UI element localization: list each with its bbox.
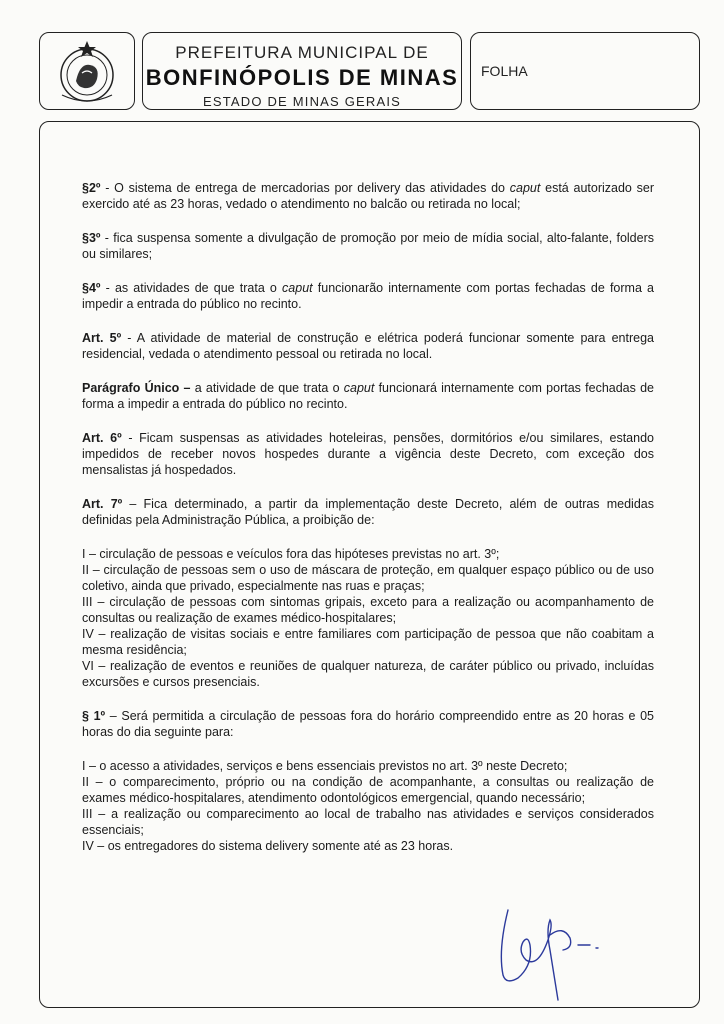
list-item: VI – realização de eventos e reuniões de qualquer natureza, de caráter público ou privado, incluídas excursões e cursos presenciais. <box>82 659 654 689</box>
folha-label: FOLHA <box>481 63 528 79</box>
header-title-box <box>142 32 462 110</box>
header-state: ESTADO DE MINAS GERAIS <box>202 94 402 109</box>
list-item: IV – realização de visitas sociais e entre familiares com participação de pessoa que não coabitam a mesma residência; <box>82 627 654 657</box>
prohibition-list <box>82 546 654 690</box>
logo-box <box>39 32 135 110</box>
municipal-seal-icon <box>40 33 136 111</box>
article-7: Art. 7º – Fica determinado, a partir da implementação deste Decreto, além de outras medidas definidas pela Administração Pública, a proibição de: <box>82 497 654 527</box>
header-municipality: BONFINÓPOLIS DE MINAS <box>145 65 459 90</box>
list-item: I – o acesso a atividades, serviços e bens essenciais previstos no art. 3º neste Decreto; <box>82 759 568 773</box>
paragrafo-unico: Parágrafo Único – a atividade de que trata o caput funcionará internamente com portas fechadas de forma a impedir a entrada do público no recinto. <box>82 381 654 411</box>
permission-list <box>82 758 654 854</box>
paragraph-4: §4º - as atividades de que trata o caput funcionarão internamente com portas fechadas de forma a impedir a entrada do público no recinto. <box>82 281 654 311</box>
folha-box <box>470 32 700 110</box>
paragraph-2: §2º - O sistema de entrega de mercadorias por delivery das atividades do caput está autorizado ser exercido até as 23 horas, vedado o atendimento no balcão ou retirada no local; <box>82 181 654 211</box>
paragraph-3: §3º - fica suspensa somente a divulgação de promoção por meio de mídia social, alto-falante, folders ou similares; <box>82 231 654 261</box>
document-content <box>82 180 654 872</box>
signature-icon <box>478 890 608 1010</box>
list-item: I – circulação de pessoas e veículos fora das hipóteses previstas no art. 3º; <box>82 547 500 561</box>
header-line-1: PREFEITURA MUNICIPAL DE <box>175 43 429 62</box>
list-item: III – circulação de pessoas com sintomas gripais, exceto para a realização ou acompanhamento de consultas ou realização de exames médico-hospitalares; <box>82 595 654 625</box>
list-item: II – o comparecimento, próprio ou na condição de acompanhante, a consultas ou realização de exames médico-hospitalares, atendimento odontológicos emergencial, quando necessário; <box>82 775 654 805</box>
list-item: III – a realização ou comparecimento ao local de trabalho nas atividades e serviços considerados essenciais; <box>82 807 654 837</box>
list-item: IV – os entregadores do sistema delivery somente até as 23 horas. <box>82 839 454 853</box>
article-6: Art. 6º - Ficam suspensas as atividades hoteleiras, pensões, dormitórios e/ou similares, estando impedidos de receber novos hospedes durante a vigência deste Decreto, com exceção dos mensalistas já hospedados. <box>82 431 654 477</box>
list-item: II – circulação de pessoas sem o uso de máscara de proteção, em qualquer espaço público ou de uso coletivo, ainda que privado, especialmente nas ruas e praças; <box>82 563 654 593</box>
article-5: Art. 5º - A atividade de material de construção e elétrica poderá funcionar somente para entrega residencial, vedada o atendimento pessoal ou retirada no local. <box>82 331 654 361</box>
section-1: § 1º – Será permitida a circulação de pessoas fora do horário compreendido entre as 20 horas e 05 horas do dia seguinte para: <box>82 709 654 739</box>
